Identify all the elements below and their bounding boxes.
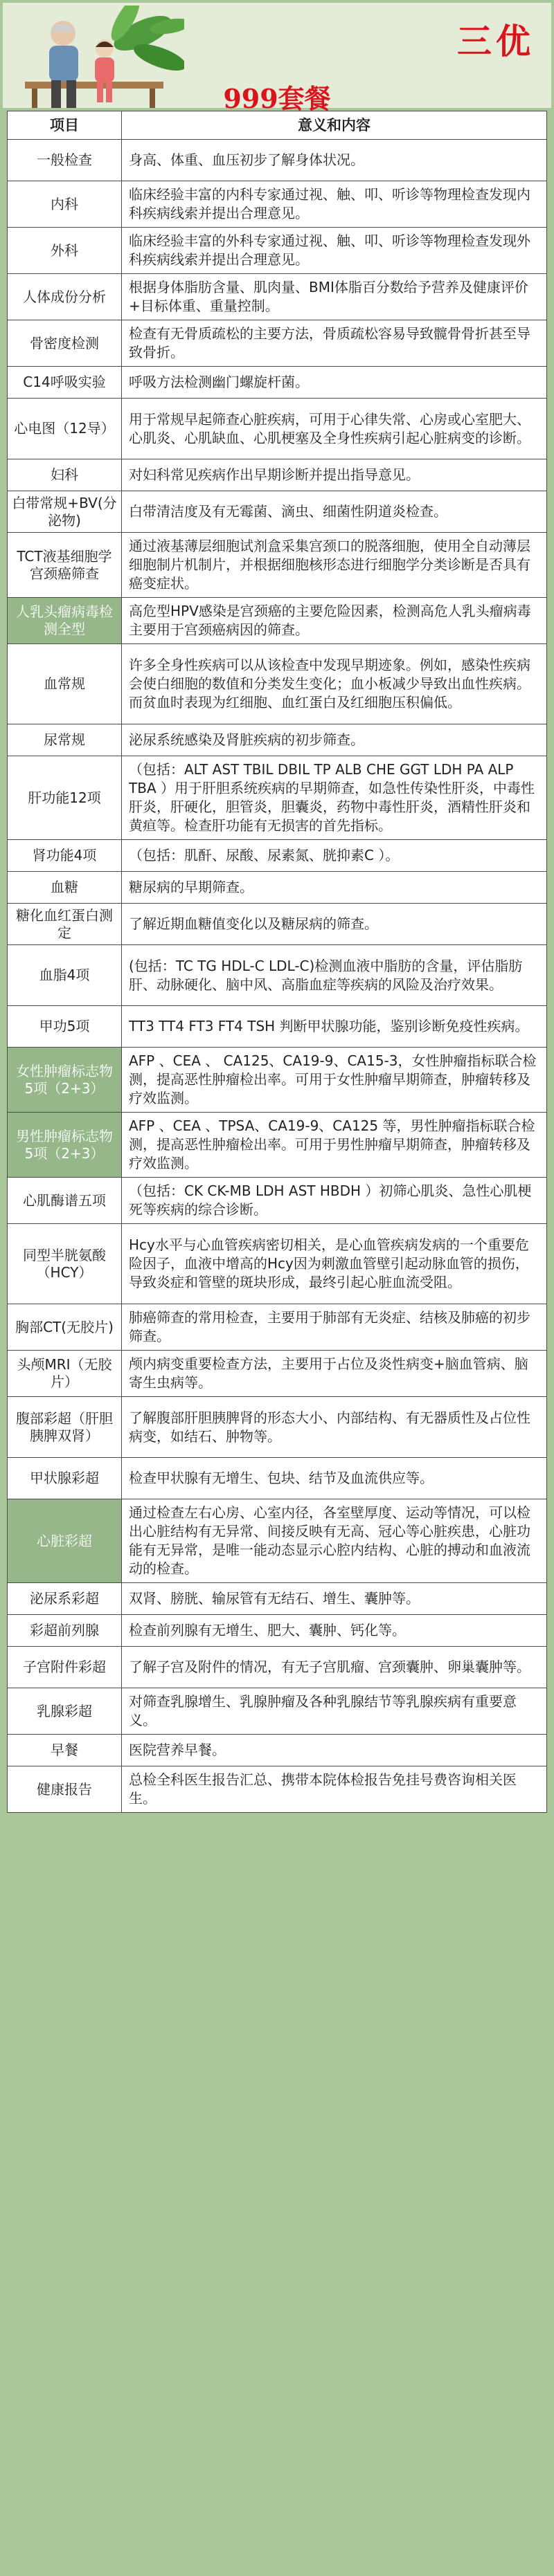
item-name: 内科	[8, 181, 122, 227]
item-description: 对妇科常见疾病作出早期诊断并提出指导意见。	[129, 466, 420, 484]
item-name: 心肌酶谱五项	[8, 1178, 122, 1223]
item-name: 甲功5项	[8, 1006, 122, 1047]
table-row	[8, 1766, 546, 1812]
item-name: 彩超前列腺	[8, 1615, 122, 1646]
item-name: 头颅MRI（无胶片）	[8, 1351, 122, 1396]
item-description: Hcy水平与心血管疾病密切相关，是心血管疾病发病的一个重要危险因子，血液中增高的Hcy因为刺激血管壁引起动脉血管的损伤，导致炎症和管壁的斑块形成，最终引起心脏血流受阻。	[129, 1236, 529, 1291]
table-row	[8, 320, 546, 367]
item-name: 胸部CT(无胶片)	[8, 1304, 122, 1350]
item-name: 妇科	[8, 459, 122, 491]
table-row	[8, 274, 546, 320]
table-row	[8, 491, 546, 533]
item-description: 呼吸方法检测幽门螺旋杆菌。	[129, 374, 309, 391]
item-name: 白带常规+BV(分泌物)	[8, 491, 122, 532]
item-description: （包括：肌酐、尿酸、尿素氮、胱抑素C ）。	[129, 847, 400, 864]
item-name: 心电图（12导）	[8, 399, 122, 459]
package-title: 999套餐	[223, 83, 331, 114]
item-name: TCT液基细胞学宫颈癌筛查	[8, 533, 122, 597]
item-name: 血常规	[8, 644, 122, 724]
item-description: 临床经验丰富的内科专家通过视、触、叩、听诊等物理检查发现内科疾病线索并提出合理意见。	[129, 186, 530, 222]
table-row	[8, 1647, 546, 1688]
item-name: 早餐	[8, 1735, 122, 1766]
item-description: 身高、体重、血压初步了解身体状况。	[129, 152, 364, 169]
table-row	[8, 1499, 546, 1583]
item-name: 肾功能4项	[8, 840, 122, 871]
column-header-item: 项目	[8, 111, 122, 139]
item-name: 糖化血红蛋白测定	[8, 904, 122, 944]
item-name: 腹部彩超（肝胆胰脾双肾）	[8, 1397, 122, 1457]
table-row	[8, 904, 546, 945]
item-description: 通过检查左右心房、心室内径，各室壁厚度、运动等情况，可以检出心脏结构有无异常、间接反映有无高、冠心等心脏疾患，心脏功能有无异常，是唯一能动态显示心腔内结构、心脏的搏动和血液流动的检查。	[129, 1504, 530, 1578]
item-description: 通过液基薄层细胞试剂盒采集宫颈口的脱落细胞，使用全自动薄层细胞制片机制片，并根据细胞核形态进行细胞学分类诊断是否具有癌变症状。	[129, 538, 530, 592]
table-row	[8, 1006, 546, 1048]
item-name: 健康报告	[8, 1766, 122, 1812]
table-row	[8, 1113, 546, 1178]
table-row	[8, 1224, 546, 1304]
item-description: 用于常规早起筛查心脏疾病，可用于心律失常、心房或心室肥大、心肌炎、心肌缺血、心肌梗塞及全身性疾病引起心脏病变的诊断。	[129, 410, 530, 446]
item-description: 临床经验丰富的外科专家通过视、触、叩、听诊等物理检查发现外科疾病线索并提出合理意见。	[129, 232, 530, 268]
checkup-items-table	[7, 111, 547, 1813]
item-description: 高危型HPV感染是宫颈癌的主要危险因素，检测高危人乳头瘤病毒主要用于宫颈癌病因的筛查。	[129, 603, 531, 639]
item-description: （包括：ALT AST TBIL DBIL TP ALB CHE GGT LDH PA ALP TBA ）用于肝胆系统疾病的早期筛查，如急性传染性肝炎，中毒性肝炎，肝硬化，胆管炎，胆囊炎，药物中毒性肝炎，酒精性肝炎和黄疸等。检查肝功能有无损害的首先指标。	[129, 761, 535, 834]
table-row	[8, 1615, 546, 1647]
item-description: 总检全科医生报告汇总、携带本院体检报告免挂号费咨询相关医生。	[129, 1771, 517, 1807]
item-description: 检查前列腺有无增生、肥大、囊肿、钙化等。	[129, 1622, 406, 1639]
item-name: 乳腺彩超	[8, 1688, 122, 1734]
item-description: 肺癌筛查的常用检查，主要用于肺部有无炎症、结核及肺癌的初步筛查。	[129, 1309, 530, 1345]
table-row	[8, 945, 546, 1006]
item-name: 血糖	[8, 872, 122, 903]
item-description: 了解腹部肝胆胰脾肾的形态大小、内部结构、有无器质性及占位性病变，如结石、肿物等。	[129, 1409, 530, 1445]
table-row	[8, 459, 546, 491]
item-name: C14呼吸实验	[8, 367, 122, 398]
table-row	[8, 367, 546, 399]
table-row	[8, 1178, 546, 1224]
item-name: 泌尿系彩超	[8, 1583, 122, 1614]
header-banner	[0, 0, 554, 114]
item-name: 女性肿瘤标志物5项（2+3）	[8, 1048, 122, 1112]
table-row	[8, 1048, 546, 1113]
item-name: 尿常规	[8, 724, 122, 756]
item-description: 双肾、膀胱、输尿管有无结石、增生、囊肿等。	[129, 1590, 420, 1607]
table-row	[8, 140, 546, 181]
item-description: 白带清洁度及有无霉菌、滴虫、细菌性阴道炎检查。	[129, 503, 447, 520]
item-name: 人体成份分析	[8, 274, 122, 320]
item-description: 检查甲状腺有无增生、包块、结节及血流供应等。	[129, 1470, 434, 1487]
item-name: 心脏彩超	[8, 1499, 122, 1582]
table-row	[8, 1397, 546, 1458]
item-name: 人乳头瘤病毒检测全型	[8, 598, 122, 643]
item-description: 了解近期血糖值变化以及糖尿病的筛查。	[129, 915, 378, 933]
table-row	[8, 1304, 546, 1351]
table-row	[8, 181, 546, 228]
table-row	[8, 228, 546, 274]
item-description: 糖尿病的早期筛查。	[129, 879, 253, 896]
item-name: 骨密度检测	[8, 320, 122, 366]
item-description: AFP 、CEA 、 CA125、CA19-9、CA15-3，女性肿瘤指标联合检测，提高恶性肿瘤检出率。可用于女性肿瘤早期筛查，肿瘤转移及疗效监测。	[129, 1052, 537, 1107]
table-row	[8, 872, 546, 904]
table-header-row	[8, 111, 546, 140]
table-row	[8, 1583, 546, 1615]
item-name: 同型半胱氨酸（HCY）	[8, 1224, 122, 1304]
table-row	[8, 598, 546, 644]
item-description: 检查有无骨质疏松的主要方法，骨质疏松容易导致髋骨骨折甚至导致骨折。	[129, 325, 530, 361]
item-name: 男性肿瘤标志物5项（2+3）	[8, 1113, 122, 1177]
table-row	[8, 533, 546, 598]
item-description: (包括：TC TG HDL-C LDL-C)检测血液中脂肪的含量，评估脂肪肝、动脉硬化、脑中风、高脂血症等疾病的风险及治疗效果。	[129, 957, 523, 993]
item-description: 对筛查乳腺增生、乳腺肿瘤及各种乳腺结节等乳腺疾病有重要意义。	[129, 1693, 517, 1729]
item-description: 许多全身性疾病可以从该检查中发现早期迹象。例如，感染性疾病会使白细胞的数值和分类发生变化；血小板减少导致出血性疾病。而贫血时表现为红细胞、血红蛋白及红细胞压积偏低。	[129, 657, 530, 711]
table-row	[8, 399, 546, 459]
item-description: 泌尿系统感染及肾脏疾病的初步筛查。	[129, 731, 364, 749]
item-name: 外科	[8, 228, 122, 273]
table-row	[8, 1688, 546, 1735]
item-name: 一般检查	[8, 140, 122, 181]
item-description: 了解子宫及附件的情况，有无子宫肌瘤、宫颈囊肿、卵巢囊肿等。	[129, 1659, 530, 1676]
item-name: 血脂4项	[8, 945, 122, 1005]
item-description: 颅内病变重要检查方法，主要用于占位及炎性病变+脑血管病、脑寄生虫病等。	[129, 1355, 528, 1391]
item-name: 肝功能12项	[8, 756, 122, 839]
item-name: 子宫附件彩超	[8, 1647, 122, 1688]
item-description: TT3 TT4 FT3 FT4 TSH 判断甲状腺功能，鉴别诊断免疫性疾病。	[129, 1018, 529, 1035]
table-row	[8, 724, 546, 756]
table-row	[8, 756, 546, 840]
item-description: （包括：CK CK-MB LDH AST HBDH ）初筛心肌炎、急性心肌梗死等疾病的综合诊断。	[129, 1182, 532, 1218]
column-header-description: 意义和内容	[298, 117, 370, 134]
item-name: 甲状腺彩超	[8, 1458, 122, 1499]
table-row	[8, 644, 546, 724]
table-row	[8, 1351, 546, 1397]
table-row	[8, 840, 546, 872]
brand-logo-text: 三优	[457, 21, 535, 62]
table-row	[8, 1735, 546, 1766]
item-description: 医院营养早餐。	[129, 1742, 226, 1759]
item-description: AFP 、CEA 、TPSA、CA19-9、CA125 等，男性肿瘤指标联合检测，提高恶性肿瘤检出率。可用于男性肿瘤早期筛查，肿瘤转移及疗效监测。	[129, 1117, 535, 1172]
table-row	[8, 1458, 546, 1499]
item-description: 根据身体脂肪含量、肌肉量、BMI体脂百分数给予营养及健康评价+目标体重、重量控制。	[129, 279, 528, 315]
